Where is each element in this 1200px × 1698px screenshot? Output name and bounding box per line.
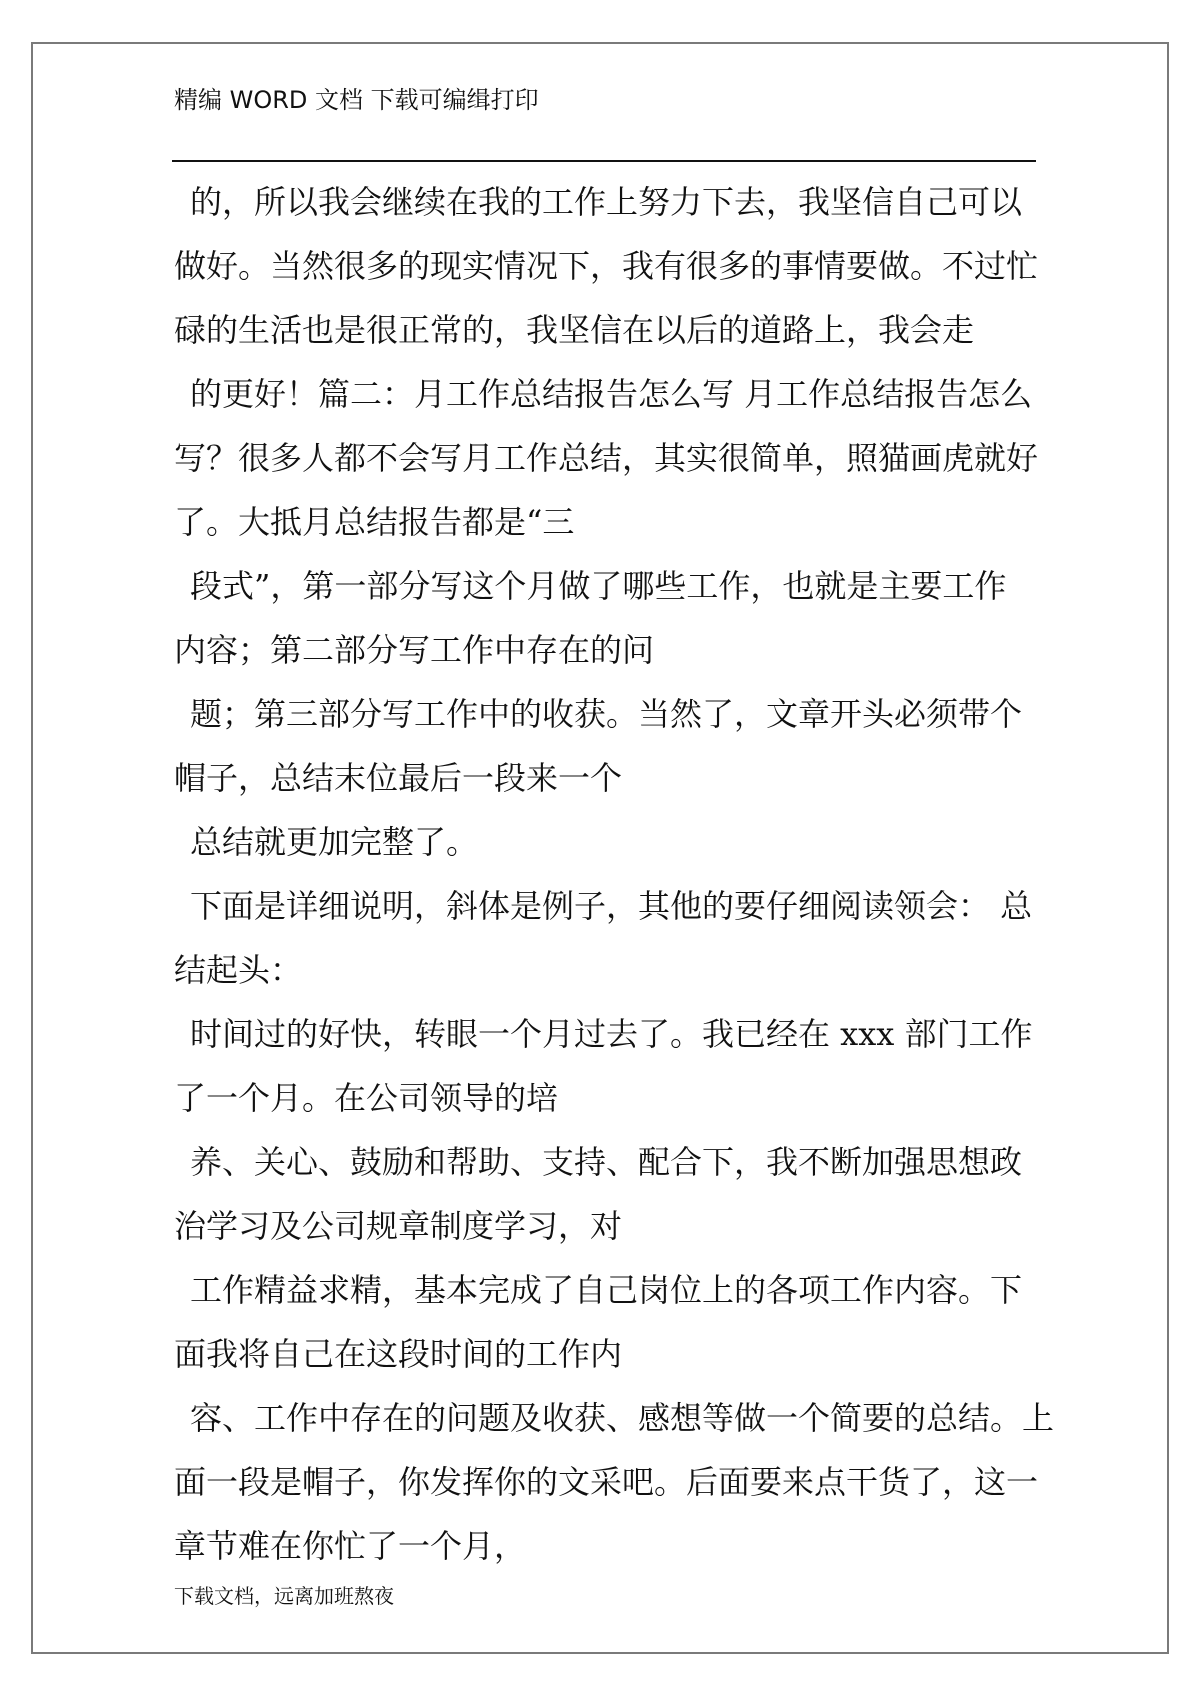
text-line: 章节难在你忙了一个月，: [174, 1527, 527, 1565]
text-line: 做好。当然很多的现实情况下，我有很多的事情要做。不过忙: [174, 247, 1039, 285]
page-footer: 下载文档，远离加班熬夜: [174, 1584, 394, 1608]
text-line: 的，所以我会继续在我的工作上努力下去，我坚信自己可以: [190, 183, 1023, 221]
text-line: 的更好！篇二：月工作总结报告怎么写 月工作总结报告怎么: [190, 375, 1033, 413]
text-line: 帽子，总结末位最后一段来一个: [174, 759, 623, 797]
text-line: 下面是详细说明，斜体是例子，其他的要仔细阅读领会： 总: [190, 887, 1033, 925]
page-header: 精编 WORD 文档 下载可编缉打印: [174, 86, 539, 114]
text-line: 了。大抵月总结报告都是“三: [174, 503, 575, 541]
text-line: 了一个月。在公司领导的培: [174, 1079, 559, 1117]
text-line: 内容；第二部分写工作中存在的问: [174, 631, 655, 669]
document-body: [174, 170, 1055, 1578]
text-line: 面一段是帽子，你发挥你的文采吧。后面要来点干货了，这一: [174, 1463, 1039, 1501]
text-line: 总结就更加完整了。: [190, 823, 479, 861]
text-line: 写？很多人都不会写月工作总结，其实很简单，照猫画虎就好: [174, 439, 1039, 477]
text-line: 面我将自己在这段时间的工作内: [174, 1335, 623, 1373]
text-line: 治学习及公司规章制度学习，对: [174, 1207, 623, 1245]
text-line: 工作精益求精，基本完成了自己岗位上的各项工作内容。下: [190, 1271, 1023, 1309]
text-line: 容、工作中存在的问题及收获、感想等做一个简要的总结。上: [190, 1399, 1055, 1437]
text-line: 结起头：: [174, 951, 303, 989]
text-line: 时间过的好快，转眼一个月过去了。我已经在 xxx 部门工作: [190, 1015, 1033, 1053]
text-line: 段式”，第一部分写这个月做了哪些工作，也就是主要工作: [190, 567, 1007, 605]
text-line: 碌的生活也是很正常的，我坚信在以后的道路上，我会走: [174, 311, 975, 349]
text-line: 养、关心、鼓励和帮助、支持、配合下，我不断加强思想政: [190, 1143, 1023, 1181]
header-divider: [172, 160, 1036, 162]
text-line: 题；第三部分写工作中的收获。当然了，文章开头必须带个: [190, 695, 1023, 733]
